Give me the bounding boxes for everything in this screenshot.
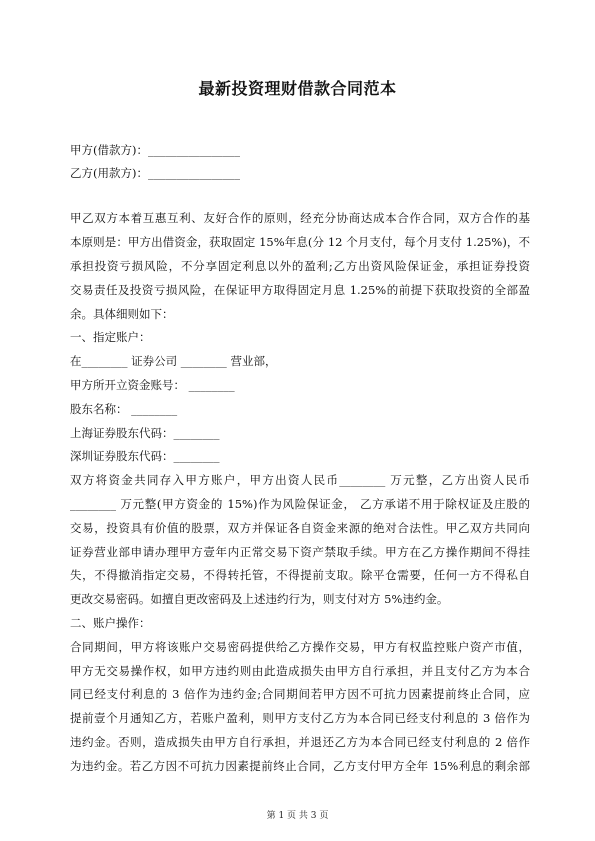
body-line: 为违约金。若乙方因不可抗力因素提前终止合同，乙方支付甲方全年 15%利息的剩余部 (70, 759, 530, 773)
body-line: 余。具体细则如下： (70, 307, 174, 321)
body-line: 更改交易密码。如擅自更改密码及上述违约行为，则支付对方 5%违约金。 (70, 592, 449, 606)
body-line: 失，不得撤消指定交易，不得转托管，不得提前支取。除平仓需要，任何一方不得私自 (70, 568, 530, 582)
body-line: 双方将资金共同存入甲方账户，甲方出资人民币________ 万元整，乙方出资人民币 (70, 473, 530, 487)
body-line: 甲方无交易操作权，如甲方违约则由此造成损失由甲方自行承担，并且支付乙方为本合 (70, 664, 530, 678)
body-line: 同已经支付利息的 3 倍作为违约金;合同期间若甲方因不可抗力因素提前终止合同，应 (70, 687, 530, 701)
body-line: 交易责任及投资亏损风险，在保证甲方取得固定月息 1.25%的前提下获取投资的全部盈 (70, 283, 530, 297)
document-title: 最新投资理财借款合同范本 (198, 79, 397, 98)
body-line: 深圳证券股东代码：________ (70, 449, 220, 463)
body-line: 甲方所开立资金账号： ________ (70, 378, 235, 392)
body-line: 在________ 证券公司 ________ 营业部， (70, 354, 277, 368)
body-line: 违约金。否则，造成损失由甲方自行承担，并退还乙方为本合同已经支付利息的 2 倍作 (70, 735, 530, 749)
body-line: 本原则是：甲方出借资金，获取固定 15%年息(分 12 个月支付，每个月支付 1.25%)，不 (70, 235, 530, 249)
section-heading: 一、指定账户： (70, 330, 151, 344)
page-footer: 第 1 页 共 3 页 (266, 811, 329, 821)
body-line: 提前壹个月通知乙方，若账户盈利，则甲方支付乙方为本合同已经支付利息的 3 倍作为 (70, 711, 530, 725)
body-line: 甲乙双方本着互惠互利、友好合作的原则，经充分协商达成本合作合同，双方合作的基 (70, 211, 530, 225)
section-heading: 二、账户操作： (70, 616, 151, 630)
body-line: 交易，投资具有价值的股票，双方并保证各自资金来源的绝对合法性。甲乙双方共同向 (70, 521, 530, 535)
body-line: ________ 万元整(甲方资金的 15%)作为风险保证金， 乙方承诺不用于除权证及庄股的 (70, 497, 530, 511)
party-a-line: 甲方(借款方)：________________ (70, 143, 240, 157)
body-line: 股东名称： ________ (70, 402, 178, 416)
party-b-line: 乙方(用款方)：________________ (70, 166, 240, 180)
body-line: 上海证券股东代码：________ (70, 426, 220, 440)
body-line: 证券营业部申请办理甲方壹年内正常交易下资产禁取手续。甲方在乙方操作期间不得挂 (70, 545, 530, 559)
body-line: 承担投资亏损风险，不分享固定利息以外的盈利;乙方出资风险保证金，承担证券投资 (70, 259, 530, 273)
body-line: 合同期间，甲方将该账户交易密码提供给乙方操作交易，甲方有权监控账户资产市值， (70, 640, 530, 654)
